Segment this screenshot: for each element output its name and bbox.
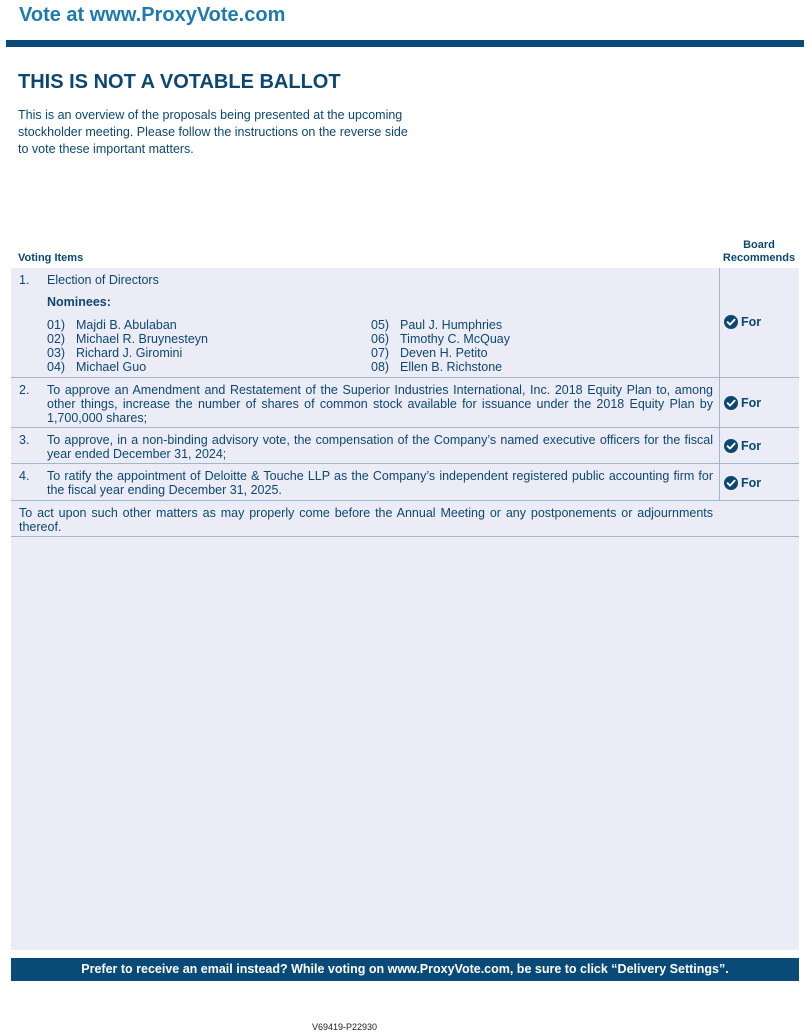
item-text: To approve, in a non-binding advisory vote, the compensation of the Company’s named executive officers for the fiscal year ended December 31, 2024; [47,433,713,461]
nominee-number: 02) [47,332,66,346]
recommendation-for [724,476,761,490]
header-divider [6,40,804,47]
recommendation-for [724,439,761,453]
recommendation-cell [719,378,799,427]
document-code: V69419-P22930 [312,1022,378,1032]
voting-item-1 [11,268,799,378]
page-title: THIS IS NOT A VOTABLE BALLOT [18,71,341,93]
nominee-name: Ellen B. Richstone [400,360,503,374]
nominee [371,346,510,360]
recommendation-cell [719,268,799,377]
item-number: 1. [19,273,30,287]
item-number: 2. [19,383,30,397]
check-circle-icon [724,476,738,490]
nominees-column-left [47,318,208,374]
nominee [371,332,510,346]
header-title: Vote at www.ProxyVote.com [19,4,286,26]
recommendation-cell [719,464,799,500]
nominee [47,346,208,360]
nominees-label: Nominees: [47,295,111,309]
recommendation-cell [719,428,799,463]
nominee-name: Michael R. Bruynesteyn [76,332,209,346]
recommendation-for [724,396,761,410]
check-circle-icon [724,315,738,329]
nominee-name: Deven H. Petito [400,346,488,360]
item-text: To approve an Amendment and Restatement of the Superior Industries International, Inc. 2018 Equity Plan to, among other things, increase the number of shares of common stock available for issuance under the 2018 Equity Plan by 1,700,000 shares; [47,383,713,425]
other-matters-row [11,503,799,537]
voting-item-3 [11,428,799,464]
check-circle-icon [724,439,738,453]
delivery-settings-banner: Prefer to receive an email instead? While voting on www.ProxyVote.com, be sure to click “Delivery Settings”. [11,958,799,981]
item-number: 4. [19,469,30,483]
other-matters-text: To act upon such other matters as may properly come before the Annual Meeting or any postponements or adjournments thereof. [19,506,713,534]
board-recommends-heading [720,239,798,265]
nominee [371,360,510,374]
voting-items-heading: Voting Items [18,252,84,264]
item-number: 3. [19,433,30,447]
nominee [47,318,208,332]
recommendation-label: For [741,476,762,490]
nominee-name: Majdi B. Abulaban [76,318,177,332]
nominees-column-right [371,318,510,374]
nominee [47,332,208,346]
recommendation-label: For [741,315,762,329]
nominee-number: 07) [371,346,390,360]
nominee-number: 05) [371,318,390,332]
nominee-number: 03) [47,346,66,360]
nominee-number: 08) [371,360,390,374]
check-circle-icon [724,396,738,410]
nominee [371,318,510,332]
item-text: Election of Directors [47,273,159,287]
board-heading-line2: Recommends [722,252,796,264]
item-text: To ratify the appointment of Deloitte & Touche LLP as the Company’s independent registered public accounting firm for the fiscal year ending December 31, 2025. [47,469,713,497]
nominee-number: 06) [371,332,390,346]
nominee-name: Timothy C. McQuay [400,332,510,346]
intro-text: This is an overview of the proposals being presented at the upcoming stockholder meeting. Please follow the instructions on the reverse side to vote these important matters. [18,108,408,156]
nominee-name: Michael Guo [76,360,147,374]
nominee-number: 01) [47,318,66,332]
recommendation-label: For [741,396,762,410]
nominee-name: Richard J. Giromini [76,346,183,360]
voting-item-4 [11,464,799,501]
recommendation-for [724,315,761,329]
recommendation-label: For [741,439,762,453]
nominee-number: 04) [47,360,66,374]
nominee [47,360,208,374]
board-heading-line1: Board [743,239,775,251]
nominee-name: Paul J. Humphries [400,318,503,332]
voting-item-2 [11,378,799,428]
